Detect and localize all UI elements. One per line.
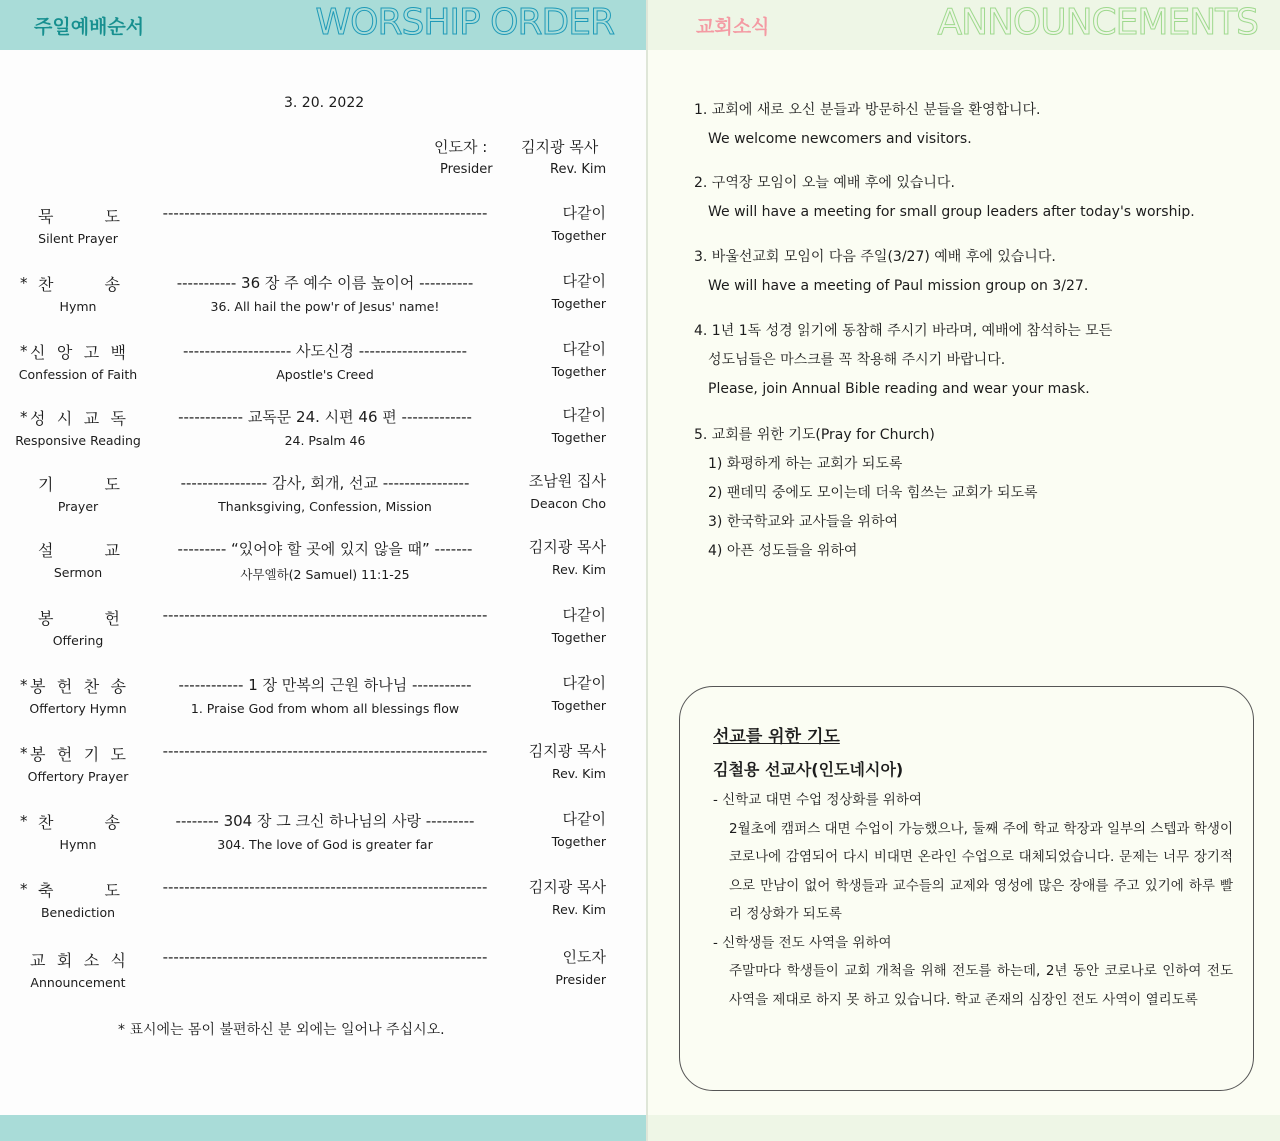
order-item-char: 앙	[56, 343, 73, 362]
order-item-char: 고	[83, 343, 100, 362]
worship-order-row	[0, 206, 648, 266]
order-item-char: 찬	[83, 677, 100, 696]
order-item-char: 교	[83, 409, 100, 428]
order-item-char: 봉	[30, 677, 46, 696]
prayer-point-detail: 주말마다 학생들이 교회 개척을 위해 전도를 하는데, 2년 동안 코로나로 인하여 전도 사역을 제대로 하지 못 하고 있습니다. 학교 존재의 심장인 전도 사역이 열리도록	[729, 963, 1233, 1008]
order-item-char: 교	[30, 951, 46, 970]
order-item-detail-en: 304. The love of God is greater far	[217, 837, 433, 852]
order-item-leader-en: Together	[551, 228, 606, 243]
order-item-en: Benediction	[40, 905, 116, 920]
order-item-leader-en: Together	[551, 698, 606, 713]
order-item-leader-en: Together	[551, 834, 606, 849]
order-item-leader-en: Together	[551, 630, 606, 645]
service-date: 3. 20. 2022	[284, 95, 365, 111]
order-item-en: Announcement	[30, 975, 126, 990]
missionary-name: 김철용 선교사(인도네시아)	[713, 760, 904, 779]
worship-order-row	[0, 880, 648, 940]
order-item-char: 기	[83, 745, 100, 764]
order-item-char: 백	[110, 343, 126, 362]
prayer-point-detail: 2월초에 캠퍼스 대면 수업이 가능했으나, 둘째 주에 학교 학장과 일부의 스텝과 학생이 코로나에 감염되어 다시 비대면 온라인 수업으로 대체되었습니다. 문제는 너무 장기적으로 만남이 없어 학생들과 교수들의 교제와 영성에 많은 장애를 주고 있기에 하루 빨리 정상화가 되도록	[729, 820, 1233, 922]
order-item-detail: -------- 304 장 그 크신 하나님의 사랑 ---------	[175, 812, 475, 830]
announcement-line: 1. 교회에 새로 오신 분들과 방문하신 분들을 환영합니다.	[694, 102, 1041, 118]
announcement-line: Please, join Annual Bible reading and wear your mask.	[708, 381, 1090, 397]
order-item-leader-en: Presider	[555, 972, 606, 987]
announcement-line: 1) 화평하게 하는 교회가 되도록	[708, 456, 903, 472]
order-item-char: 묵	[38, 207, 54, 226]
announcement-item	[694, 421, 1254, 566]
order-item-ko	[30, 742, 126, 765]
worship-order-row	[0, 474, 648, 534]
worship-order-row	[0, 608, 648, 668]
prayer-point: - 신학교 대면 수업 정상화를 위하여	[713, 792, 922, 808]
order-item-char: 헌	[56, 745, 73, 764]
announcement-line: 3) 한국학교와 교사들을 위하여	[708, 514, 899, 530]
order-item-char: 교	[104, 541, 120, 560]
order-item-en: Offering	[52, 633, 104, 648]
mission-prayer-body	[713, 786, 1233, 1014]
order-item-char: 성	[30, 409, 46, 428]
order-item-detail-en: 1. Praise God from whom all blessings flow	[190, 701, 460, 716]
order-item-detail: ------------------------------------------------------------	[162, 606, 488, 624]
standing-note: * 표시에는 몸이 불편하신 분 외에는 일어나 주십시오.	[118, 1022, 445, 1038]
announcement-item	[694, 317, 1254, 404]
order-item-char: 도	[110, 745, 126, 764]
order-item-ko	[30, 948, 126, 971]
order-item-leader-ko: 김지광 목사	[528, 538, 606, 556]
order-item-char: 신	[30, 343, 46, 362]
header-title-ko: 주일예배순서	[34, 16, 145, 38]
order-item-detail: ---------------- 감사, 회개, 선교 ----------------	[180, 474, 470, 492]
announcement-line: 4. 1년 1독 성경 읽기에 동참해 주시기 바라며, 예배에 참석하는 모든	[694, 323, 1113, 339]
worship-order-row	[0, 950, 648, 1010]
order-item-char: 송	[104, 275, 120, 294]
worship-order-row	[0, 274, 648, 334]
stand-marker: *	[20, 676, 28, 694]
order-item-leader-en: Rev. Kim	[551, 562, 606, 577]
presider-name-ko: 김지광 목사	[521, 138, 599, 156]
order-item-detail: ------------------------------------------------------------	[162, 948, 488, 966]
order-item-leader-ko: 김지광 목사	[528, 742, 606, 760]
order-item-char: 도	[104, 207, 120, 226]
header-title-en: ANNOUNCEMENTS	[937, 2, 1258, 43]
order-item-ko	[38, 810, 120, 833]
announcement-line: 3. 바울선교회 모임이 다음 주일(3/27) 예배 후에 있습니다.	[694, 249, 1056, 265]
order-item-char: 독	[110, 409, 126, 428]
order-item-char: 송	[110, 677, 126, 696]
order-item-char: 도	[104, 881, 120, 900]
order-item-char: 헌	[56, 677, 73, 696]
order-item-char: 찬	[38, 275, 54, 294]
announcement-item	[694, 96, 1254, 154]
announcement-line: We will have a meeting for small group leaders after today's worship.	[708, 204, 1195, 220]
announcement-line: We will have a meeting of Paul mission group on 3/27.	[708, 278, 1089, 294]
order-item-ko	[38, 472, 120, 495]
order-item-detail-en: 36. All hail the pow'r of Jesus' name!	[210, 299, 440, 314]
order-item-en: Offertory Hymn	[29, 701, 127, 716]
presider-name-en: Rev. Kim	[550, 162, 607, 177]
announcement-item	[694, 169, 1254, 227]
header-title-ko: 교회소식	[696, 16, 770, 38]
presider-label-ko: 인도자 :	[434, 138, 488, 156]
announcement-line: 4) 아픈 성도들을 위하여	[708, 543, 858, 559]
order-item-char: 식	[110, 951, 126, 970]
order-item-en: Confession of Faith	[18, 367, 138, 382]
worship-order-row	[0, 540, 648, 600]
order-item-en: Silent Prayer	[38, 231, 118, 246]
worship-order-row	[0, 812, 648, 872]
order-item-detail-en: Apostle's Creed	[276, 367, 374, 382]
order-item-en: Responsive Reading	[15, 433, 141, 448]
order-item-detail: ------------ 1 장 만복의 근원 하나님 -----------	[178, 676, 472, 694]
order-item-leader-ko: 다같이	[562, 340, 606, 358]
order-item-detail-en: Thanksgiving, Confession, Mission	[218, 499, 432, 514]
order-item-detail: ------------------------------------------------------------	[162, 878, 488, 896]
order-item-char: 봉	[30, 745, 46, 764]
order-item-leader-ko: 김지광 목사	[528, 878, 606, 896]
announcements-header	[648, 0, 1280, 50]
order-item-leader-ko: 다같이	[562, 204, 606, 222]
order-item-char: 송	[104, 813, 120, 832]
worship-order-row	[0, 342, 648, 402]
announcement-line: 5. 교회를 위한 기도(Pray for Church)	[694, 427, 935, 443]
header-title-en: WORSHIP ORDER	[315, 2, 614, 43]
stand-marker: *	[20, 274, 28, 292]
order-item-char: 찬	[38, 813, 54, 832]
order-item-ko	[38, 272, 120, 295]
order-item-leader-ko: 다같이	[562, 606, 606, 624]
order-item-leader-en: Together	[551, 296, 606, 311]
order-item-char: 헌	[104, 609, 120, 628]
order-item-en: Hymn	[59, 837, 97, 852]
order-item-en: Hymn	[59, 299, 97, 314]
order-item-char: 설	[38, 541, 54, 560]
stand-marker: *	[20, 342, 28, 360]
worship-order-header	[0, 0, 648, 50]
order-item-detail: ----------- 36 장 주 예수 이름 높이어 ----------	[176, 274, 474, 292]
order-item-detail: ------------ 교독문 24. 시편 46 편 -------------	[178, 408, 472, 426]
order-item-ko	[38, 538, 120, 561]
announcement-line: 2. 구역장 모임이 오늘 예배 후에 있습니다.	[694, 175, 955, 191]
order-item-ko	[38, 606, 120, 629]
order-item-char: 기	[38, 475, 54, 494]
worship-order-footer	[0, 1115, 648, 1141]
order-item-char: 시	[56, 409, 73, 428]
order-item-en: Sermon	[53, 565, 103, 580]
order-item-ko	[30, 406, 126, 429]
order-item-leader-ko: 다같이	[562, 810, 606, 828]
order-item-detail: ------------------------------------------------------------	[162, 742, 488, 760]
announcement-line: 2) 팬데믹 중에도 모이는데 더욱 힘쓰는 교회가 되도록	[708, 485, 1038, 501]
order-item-detail-en: 24. Psalm 46	[284, 433, 366, 448]
announcement-line: 성도님들은 마스크를 꼭 착용해 주시기 바랍니다.	[708, 352, 1006, 368]
order-item-leader-ko: 다같이	[562, 406, 606, 424]
order-item-ko	[38, 204, 120, 227]
mission-prayer-title: 선교를 위한 기도	[713, 727, 840, 747]
order-item-char: 도	[104, 475, 120, 494]
order-item-ko	[30, 674, 126, 697]
order-item-char: 축	[38, 881, 54, 900]
stand-marker: *	[20, 744, 28, 762]
worship-order-row	[0, 408, 648, 468]
announcement-item	[694, 243, 1254, 301]
stand-marker: *	[20, 812, 28, 830]
order-item-detail: --------- “있어야 할 곳에 있지 않을 때” -------	[177, 540, 473, 558]
order-item-detail-en: 사무엘하(2 Samuel) 11:1-25	[240, 567, 410, 582]
worship-order-row	[0, 676, 648, 736]
stand-marker: *	[20, 408, 28, 426]
prayer-point: - 신학생들 전도 사역을 위하여	[713, 934, 892, 951]
order-item-leader-en: Deacon Cho	[530, 496, 606, 511]
order-item-en: Prayer	[57, 499, 99, 514]
order-item-leader-ko: 다같이	[562, 272, 606, 290]
order-item-leader-en: Rev. Kim	[551, 766, 606, 781]
order-item-leader-ko: 다같이	[562, 674, 606, 692]
order-item-leader-en: Rev. Kim	[551, 902, 606, 917]
worship-order-row	[0, 744, 648, 804]
order-item-leader-ko: 인도자	[562, 948, 606, 966]
order-item-leader-ko: 조남원 집사	[528, 472, 606, 490]
stand-marker: *	[20, 880, 28, 898]
announcements-footer	[648, 1115, 1280, 1141]
announcement-line: We welcome newcomers and visitors.	[708, 131, 972, 147]
order-item-leader-en: Together	[551, 364, 606, 379]
order-item-char: 회	[56, 951, 73, 970]
order-item-leader-en: Together	[551, 430, 606, 445]
order-item-ko	[38, 878, 120, 901]
order-item-char: 봉	[38, 609, 54, 628]
order-item-detail: -------------------- 사도신경 --------------------	[182, 342, 467, 360]
presider-label-en: Presider	[440, 162, 493, 177]
order-item-ko	[30, 340, 126, 363]
order-item-detail: ------------------------------------------------------------	[162, 204, 488, 222]
order-item-char: 소	[83, 951, 100, 970]
order-item-en: Offertory Prayer	[27, 769, 129, 784]
